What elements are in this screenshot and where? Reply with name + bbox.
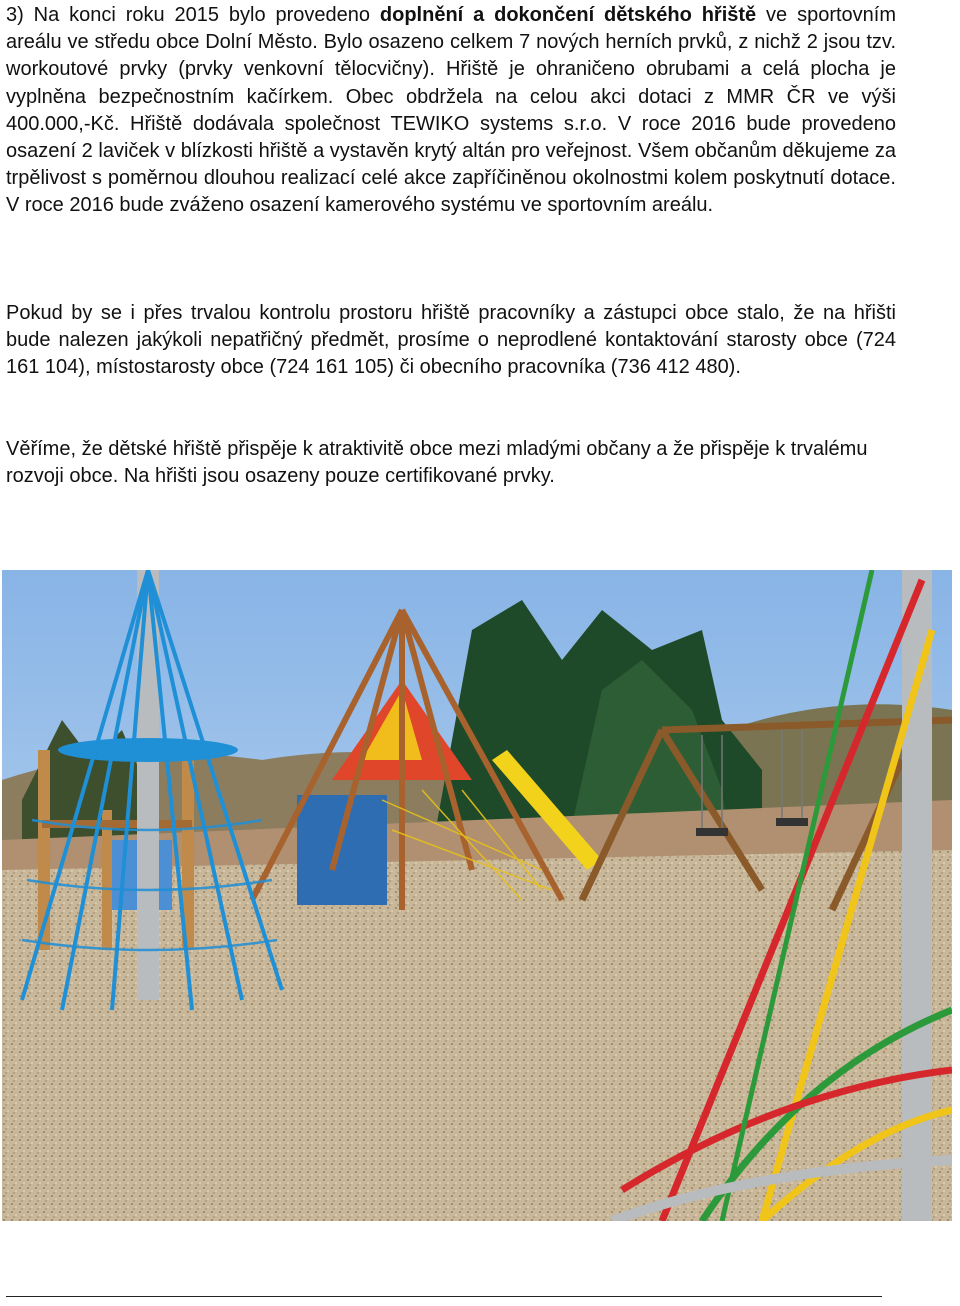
playground-photo	[2, 570, 952, 1221]
footnote-separator	[6, 1296, 882, 1297]
closing-text: Věříme, že dětské hřiště přispěje k atraktivitě obce mezi mladými občany a že přispěje k trvalému rozvoji obce. Na hřišti jsou osazeny pouze certifikované prvky.	[6, 438, 868, 488]
playground-photo-illustration	[2, 570, 952, 1221]
intro-lead: 3) Na konci roku 2015 bylo provedeno	[6, 4, 380, 26]
closing-paragraph	[6, 436, 896, 490]
contact-text: Pokud by se i přes trvalou kontrolu prostoru hřiště pracovníky a zástupci obce stalo, že na hřišti bude nalezen jakýkoli nepatřičný předmět, prosíme o neprodlené kontaktování starosty obce (724 161 104), místostarosty obce (724 161 105) či obecního pracovníka (736 412 480).	[6, 302, 896, 379]
intro-bold-phrase: doplnění a dokončení dětského hřiště	[379, 4, 757, 26]
contact-paragraph	[6, 300, 896, 382]
climbing-wall	[297, 795, 387, 905]
intro-paragraph	[6, 2, 896, 220]
intro-rest: ve sportovním areálu ve středu obce Dolní Město. Bylo osazeno celkem 7 nových herních prvků, z nichž 2 jsou tzv. workoutové prvky (prvky venkovní tělocvičny). Hřiště je ohraničeno obrubami a celá plocha je vyplněna bezpečnostním kačírkem. Obec obdržela na celou akci dotaci z MMR ČR ve výši 400.000,-Kč. Hřiště dodávala společnost TEWIKO systems s.r.o. V roce 2016 bude provedeno osazení 2 laviček v blízkosti hřiště a vystavěn krytý altán pro veřejnost. Všem občanům děkujeme za trpělivost s poměrnou dlouhou realizací celé akce zapříčiněnou okolnostmi kolem poskytnutí dotace. V roce 2016 bude zváženo osazení kamerového systému ve sportovním areálu.	[6, 4, 896, 217]
